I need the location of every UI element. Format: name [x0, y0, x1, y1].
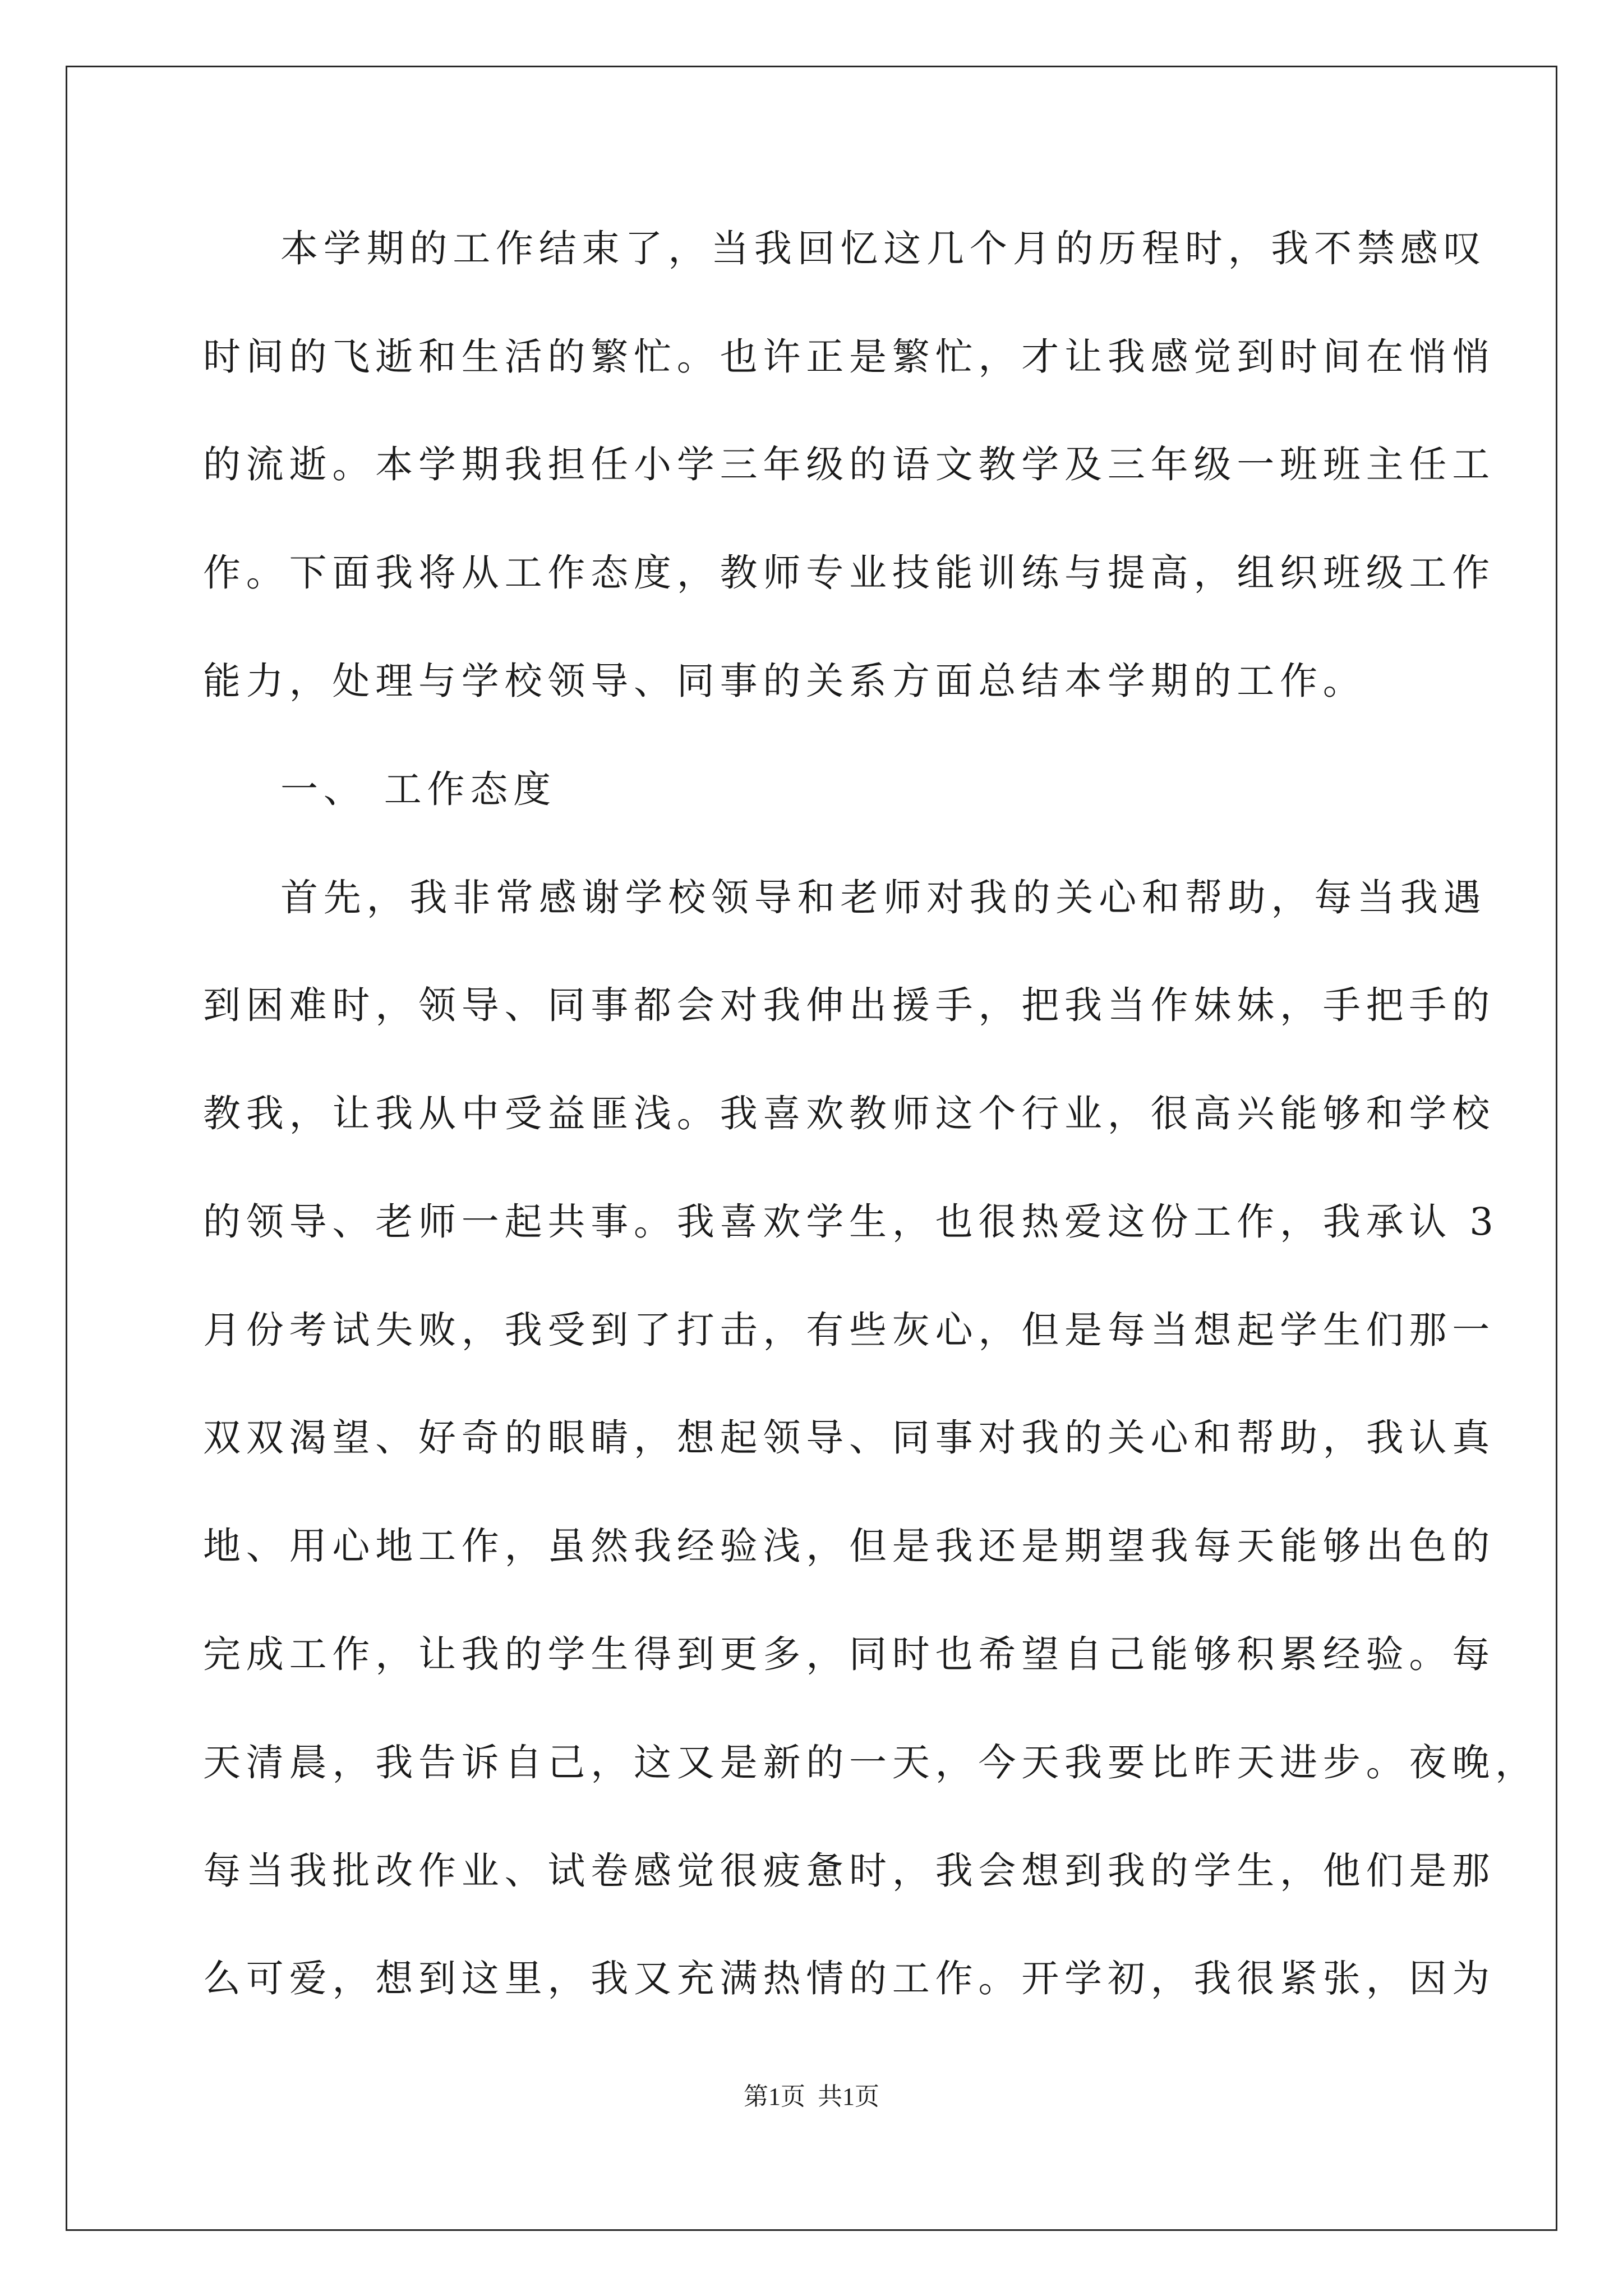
- paragraph-line-17: 么可爱，想到这里，我又充满热情的工作。开学初，我很紧张，因为: [203, 1957, 1495, 2000]
- paragraph-line-5: 能力，处理与学校领导、同事的关系方面总结本学期的工作。: [203, 659, 1366, 703]
- section-heading: 一、 工作态度: [280, 767, 556, 811]
- paragraph-line-11: 月份考试失败，我受到了打击，有些灰心，但是每当想起学生们那一: [203, 1308, 1495, 1352]
- paragraph-line-7: 首先，我非常感谢学校领导和老师对我的关心和帮助，每当我遇: [280, 876, 1487, 919]
- paragraph-line-15: 天清晨，我告诉自己，这又是新的一天，今天我要比昨天进步。夜晚，: [203, 1741, 1538, 1784]
- page-border: [66, 66, 1557, 2231]
- paragraph-line-13: 地、用心地工作，虽然我经验浅，但是我还是期望我每天能够出色的: [203, 1524, 1495, 1568]
- paragraph-line-10: 的领导、老师一起共事。我喜欢学生，也很热爱这份工作，我承认 3: [203, 1200, 1499, 1244]
- paragraph-line-3: 的流逝。本学期我担任小学三年级的语文教学及三年级一班班主任工: [203, 443, 1495, 486]
- paragraph-line-16: 每当我批改作业、试卷感觉很疲惫时，我会想到我的学生，他们是那: [203, 1849, 1495, 1893]
- paragraph-line-8: 到困难时，领导、同事都会对我伸出援手，把我当作妹妹，手把手的: [203, 983, 1495, 1027]
- paragraph-line-4: 作。下面我将从工作态度，教师专业技能训练与提高，组织班级工作: [203, 551, 1495, 595]
- page-number-footer: 第1页 共1页: [744, 2083, 879, 2110]
- paragraph-line-2: 时间的飞逝和生活的繁忙。也许正是繁忙，才让我感觉到时间在悄悄: [203, 335, 1495, 379]
- paragraph-line-14: 完成工作，让我的学生得到更多，同时也希望自己能够积累经验。每: [203, 1632, 1495, 1676]
- paragraph-line-9: 教我，让我从中受益匪浅。我喜欢教师这个行业，很高兴能够和学校: [203, 1092, 1495, 1135]
- paragraph-line-12: 双双渴望、好奇的眼睛，想起领导、同事对我的关心和帮助，我认真: [203, 1416, 1495, 1460]
- paragraph-line-1: 本学期的工作结束了，当我回忆这几个月的历程时，我不禁感叹: [280, 227, 1487, 270]
